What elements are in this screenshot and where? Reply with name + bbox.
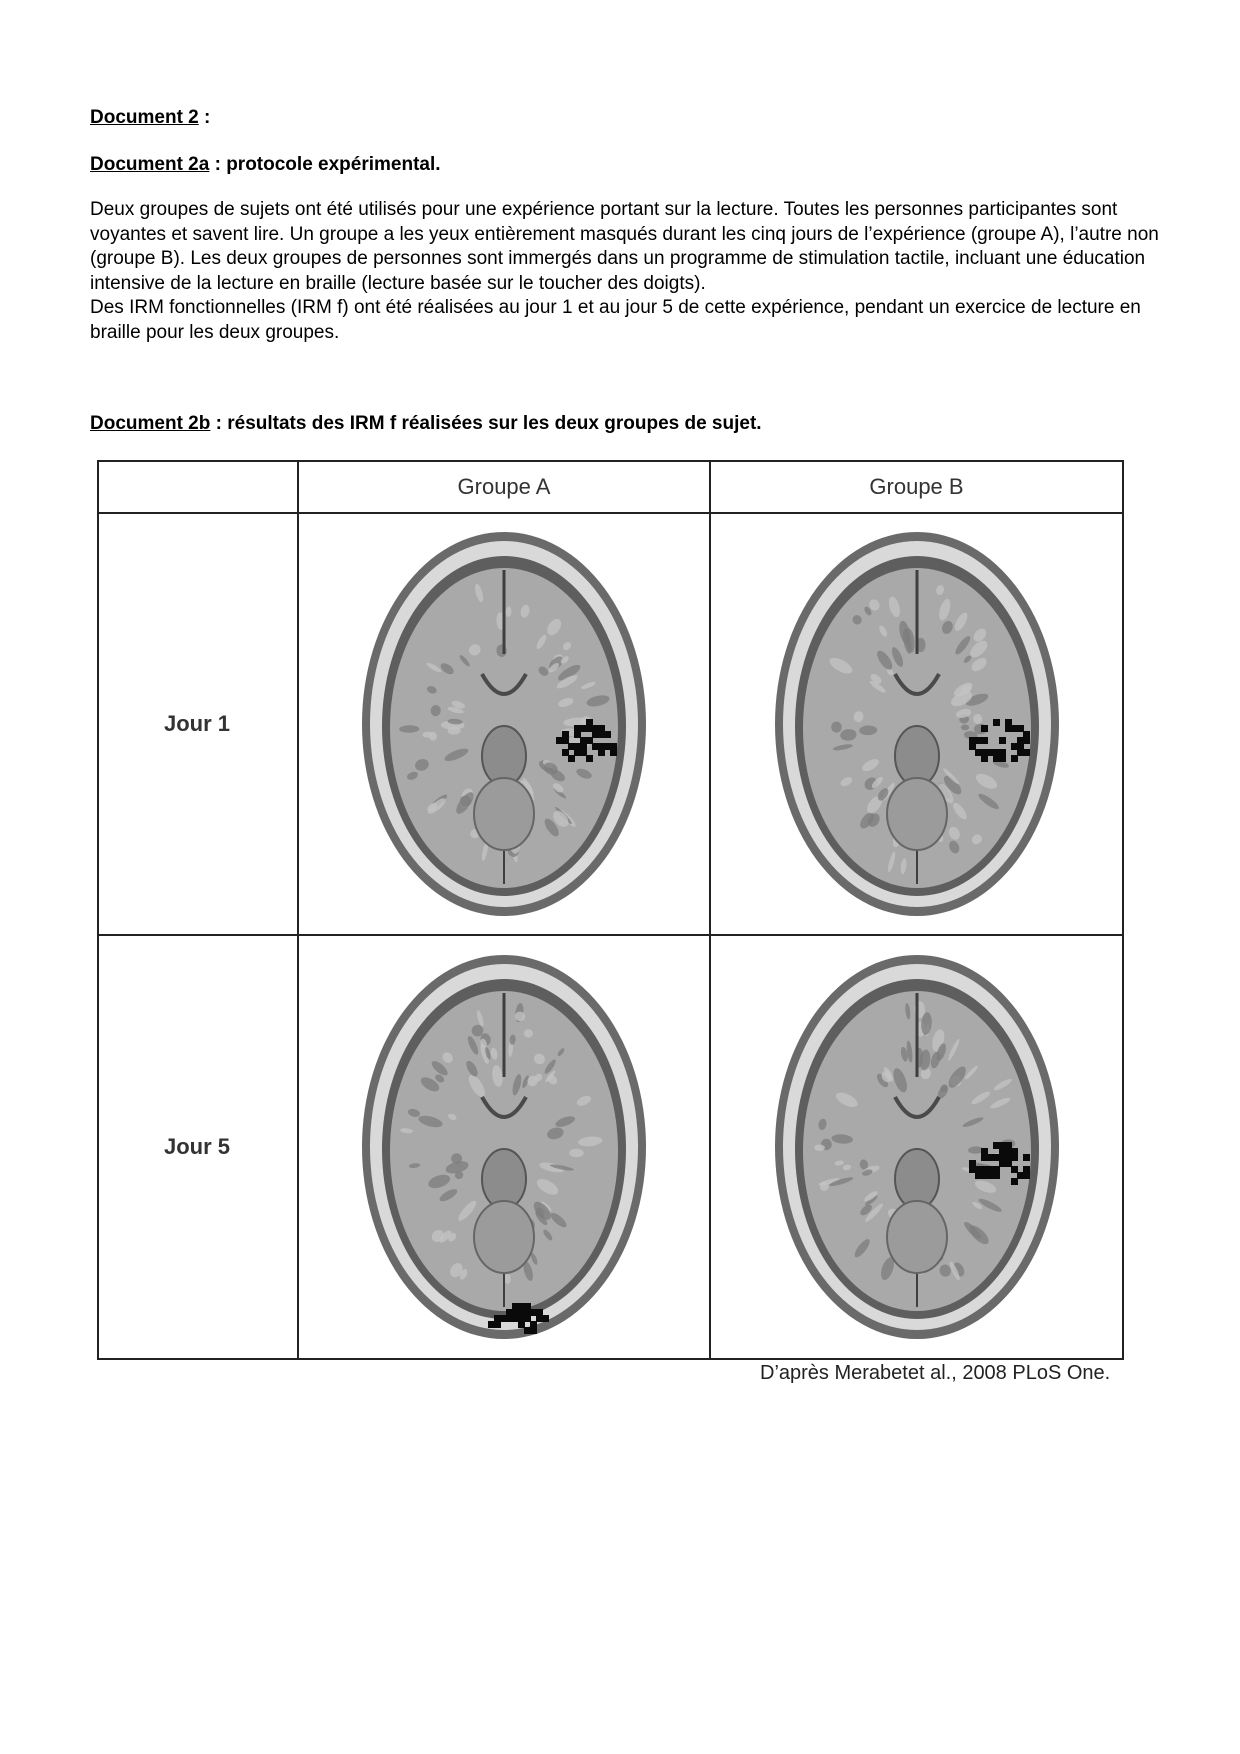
- row-header-jour-1: Jour 1: [163, 711, 231, 736]
- protocol-paragraph: Des IRM fonctionnelles (IRM f) ont été réalisées au jour 1 et au jour 5 de cette expérience, pendant un exercice de lecture en braille pour les deux groupes.: [90, 297, 1141, 343]
- section-a-heading: Document 2a : protocole expérimental.: [90, 154, 441, 175]
- protocol-text: [90, 198, 1170, 346]
- brain-mri-image: [354, 524, 654, 924]
- table-border: [1122, 460, 1124, 1360]
- brain-mri-image: [354, 947, 654, 1347]
- column-header-groupe-a: Groupe A: [457, 474, 551, 499]
- document-title: Document 2 :: [90, 107, 211, 128]
- mri-jour5-groupe-b: [711, 936, 1122, 1358]
- mri-jour1-groupe-b: [711, 514, 1122, 934]
- fmri-results-table: [97, 460, 1124, 1360]
- mri-jour5-groupe-a: [299, 936, 709, 1358]
- brain-mri-image: [767, 524, 1067, 924]
- section-b-heading: Document 2b : résultats des IRM f réalisées sur les deux groupes de sujet.: [90, 413, 762, 434]
- column-header-groupe-b: Groupe B: [869, 474, 964, 499]
- row-header-jour-5: Jour 5: [163, 1134, 231, 1159]
- table-border: [97, 1358, 1124, 1360]
- figure-credit: D’après Merabetet al., 2008 PLoS One.: [760, 1362, 1111, 1384]
- brain-mri-image: [767, 947, 1067, 1347]
- protocol-paragraph: Deux groupes de sujets ont été utilisés pour une expérience portant sur la lecture. Toutes les personnes participantes sont voyantes et savent lire. Un groupe a les yeux entièrement masqués durant les cinq jours de l’expérience (groupe A), l’autre non (groupe B). Les deux groupes de personnes sont immergés dans un programme de stimulation tactile, incluant une éducation intensive de la lecture en braille (lecture basée sur le toucher des doigts).: [90, 199, 1159, 294]
- mri-jour1-groupe-a: [299, 514, 709, 934]
